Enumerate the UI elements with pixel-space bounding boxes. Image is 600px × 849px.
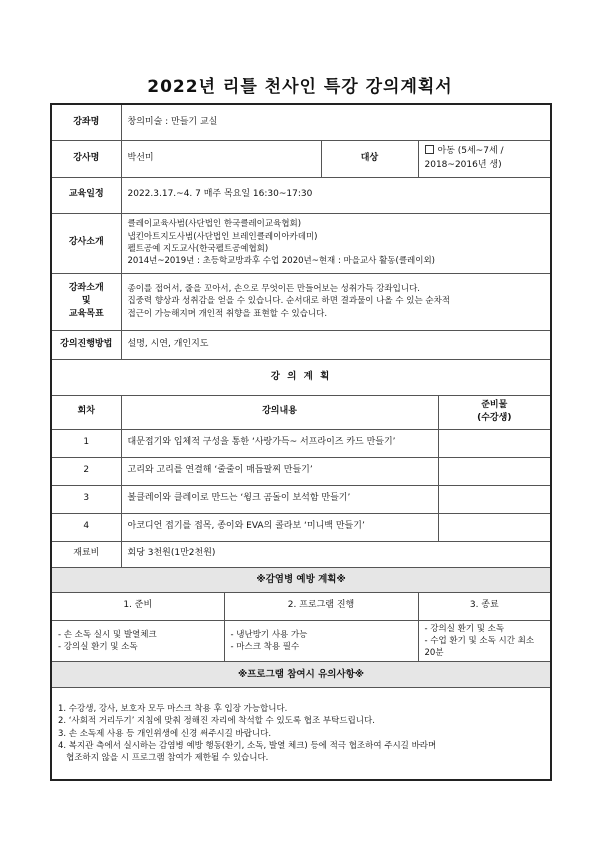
session-number: 4 [51,513,121,541]
session-content: 고리와 고리를 연결해 ‘줄줄이 매듭팔찌 만들기’ [121,457,438,485]
fee-label: 재료비 [51,541,121,567]
goal-label [51,273,121,330]
session-number: 1 [51,429,121,457]
note-item: 3. 손 소독제 사용 등 개인위생에 신경 써주시길 바랍니다. [58,728,272,739]
notes-title: ※프로그램 참여시 유의사항※ [51,662,551,688]
note-item: 협조하지 않을 시 프로그램 참여가 제한될 수 있습니다. [58,753,269,764]
prevention-end-items [418,620,551,662]
col-materials-line: 준비물 [481,399,508,410]
note-item: 2. ‘사회적 거리두기’ 지침에 맞춰 정해진 자리에 착석할 수 있도록 협조 부탁드립니다. [58,716,375,727]
plan-header-row [51,395,551,429]
note-item: 1. 수강생, 강사, 보호자 모두 마스크 착용 후 입장 가능합니다. [58,703,288,714]
row-plan-title [51,359,551,395]
row-method [51,330,551,359]
goal-line: 접근이 가능해지며 개인적 취향을 표현할 수 있습니다. [127,308,328,319]
intro-line: 냅킨아트지도사범(사단법인 브레인클레이아카데미) [127,231,318,242]
session-materials [438,485,551,513]
checkbox-icon[interactable] [425,145,434,154]
session-materials [438,457,551,485]
session-content: 볼클레이와 클레이로 만드는 ‘윙크 곰돌이 보석함 만들기’ [121,485,438,513]
goal-label-line: 및 [81,295,91,306]
goal-label-line: 교육목표 [68,309,104,320]
method-value: 설명, 시연, 개인지도 [121,330,551,359]
prevention-col-end: 3. 종료 [418,592,551,620]
list-item: - 냉난방기 사용 가능 [230,629,308,640]
prevention-title: ※감염병 예방 계획※ [51,567,551,592]
prevention-prepare-items [51,620,224,662]
row-prevention-title [51,567,551,592]
prevention-items-row [51,620,551,662]
row-course [51,104,551,140]
target-value-cell [418,140,551,177]
session-materials [438,429,551,457]
col-materials-line: (수강생) [477,413,512,423]
intro-value [121,213,551,273]
course-value: 창의미술 : 만들기 교실 [121,104,551,140]
row-fee [51,541,551,567]
session-number: 2 [51,457,121,485]
target-value: 아동 (5세~7세 / 2018~2016년 생) [424,146,504,170]
row-goal [51,273,551,330]
prevention-progress-items [224,620,418,662]
session-materials [438,513,551,541]
notes-list [51,688,551,780]
intro-label: 강사소개 [51,213,121,273]
col-materials [438,395,551,429]
row-schedule [51,177,551,213]
prevention-col-progress: 2. 프로그램 진행 [224,592,418,620]
table-row [51,429,551,457]
prevention-col-prepare: 1. 준비 [51,592,224,620]
row-notes-title [51,662,551,688]
session-content: 대문접기와 입체적 구성을 통한 ‘사랑가득~ 서프라이즈 카드 만들기’ [121,429,438,457]
intro-line: 클레이교육사범(사단법인 한국클레이교육협회) [127,219,302,230]
goal-label-line: 강좌소개 [68,282,104,293]
list-item: - 마스크 착용 필수 [230,641,300,652]
col-content: 강의내용 [121,395,438,429]
row-notes [51,688,551,780]
course-label: 강좌명 [51,104,121,140]
goal-line: 집중력 향상과 성취감을 얻을 수 있습니다. 순서대로 하면 결과물이 나올 수 있는 순차적 [127,296,451,307]
table-row [51,485,551,513]
row-instructor [51,140,551,177]
intro-line: 2014년~2019년 : 초등학교방과후 수업 2020년~현재 : 마을교사 활동(클레이외) [127,256,435,267]
schedule-label: 교육일정 [51,177,121,213]
document-title: 2022년 리틀 천사인 특강 강의계획서 [147,77,453,97]
instructor-value: 박선미 [121,140,321,177]
session-number: 3 [51,485,121,513]
instructor-label: 강사명 [51,140,121,177]
intro-line: 펠트공예 지도교사(한국펠트공예협회) [127,244,269,254]
lecture-plan-table [50,103,552,781]
session-content: 아코디언 접기를 접목, 종이와 EVA의 콜라보 ‘미니백 만들기’ [121,513,438,541]
plan-section-title: 강 의 계 획 [51,359,551,395]
goal-line: 종이를 접어서, 줄을 꼬아서, 손으로 무엇이든 만들어보는 성취가득 강좌입니다. [127,284,420,295]
col-session: 회차 [51,395,121,429]
fee-value: 회당 3천원(1만2천원) [121,541,551,567]
method-label: 강의진행방법 [51,330,121,359]
list-item: - 강의실 환기 및 소독 [424,623,505,634]
note-item: 4. 복지관 측에서 실시하는 감염병 예방 행동(환기, 소독, 발열 체크) 등에 적극 협조하여 주시길 바라며 [58,740,437,751]
target-label: 대상 [321,140,418,177]
row-intro [51,213,551,273]
list-item: - 손 소독 실시 및 발열체크 [58,629,157,640]
list-item: - 강의실 환기 및 소독 [58,641,138,652]
schedule-value: 2022.3.17.~4. 7 매주 목요일 16:30~17:30 [121,177,551,213]
list-item: - 수업 환기 및 소독 시간 최소 20분 [424,635,535,659]
table-row [51,513,551,541]
table-row [51,457,551,485]
prevention-header-row [51,592,551,620]
goal-value [121,273,551,330]
